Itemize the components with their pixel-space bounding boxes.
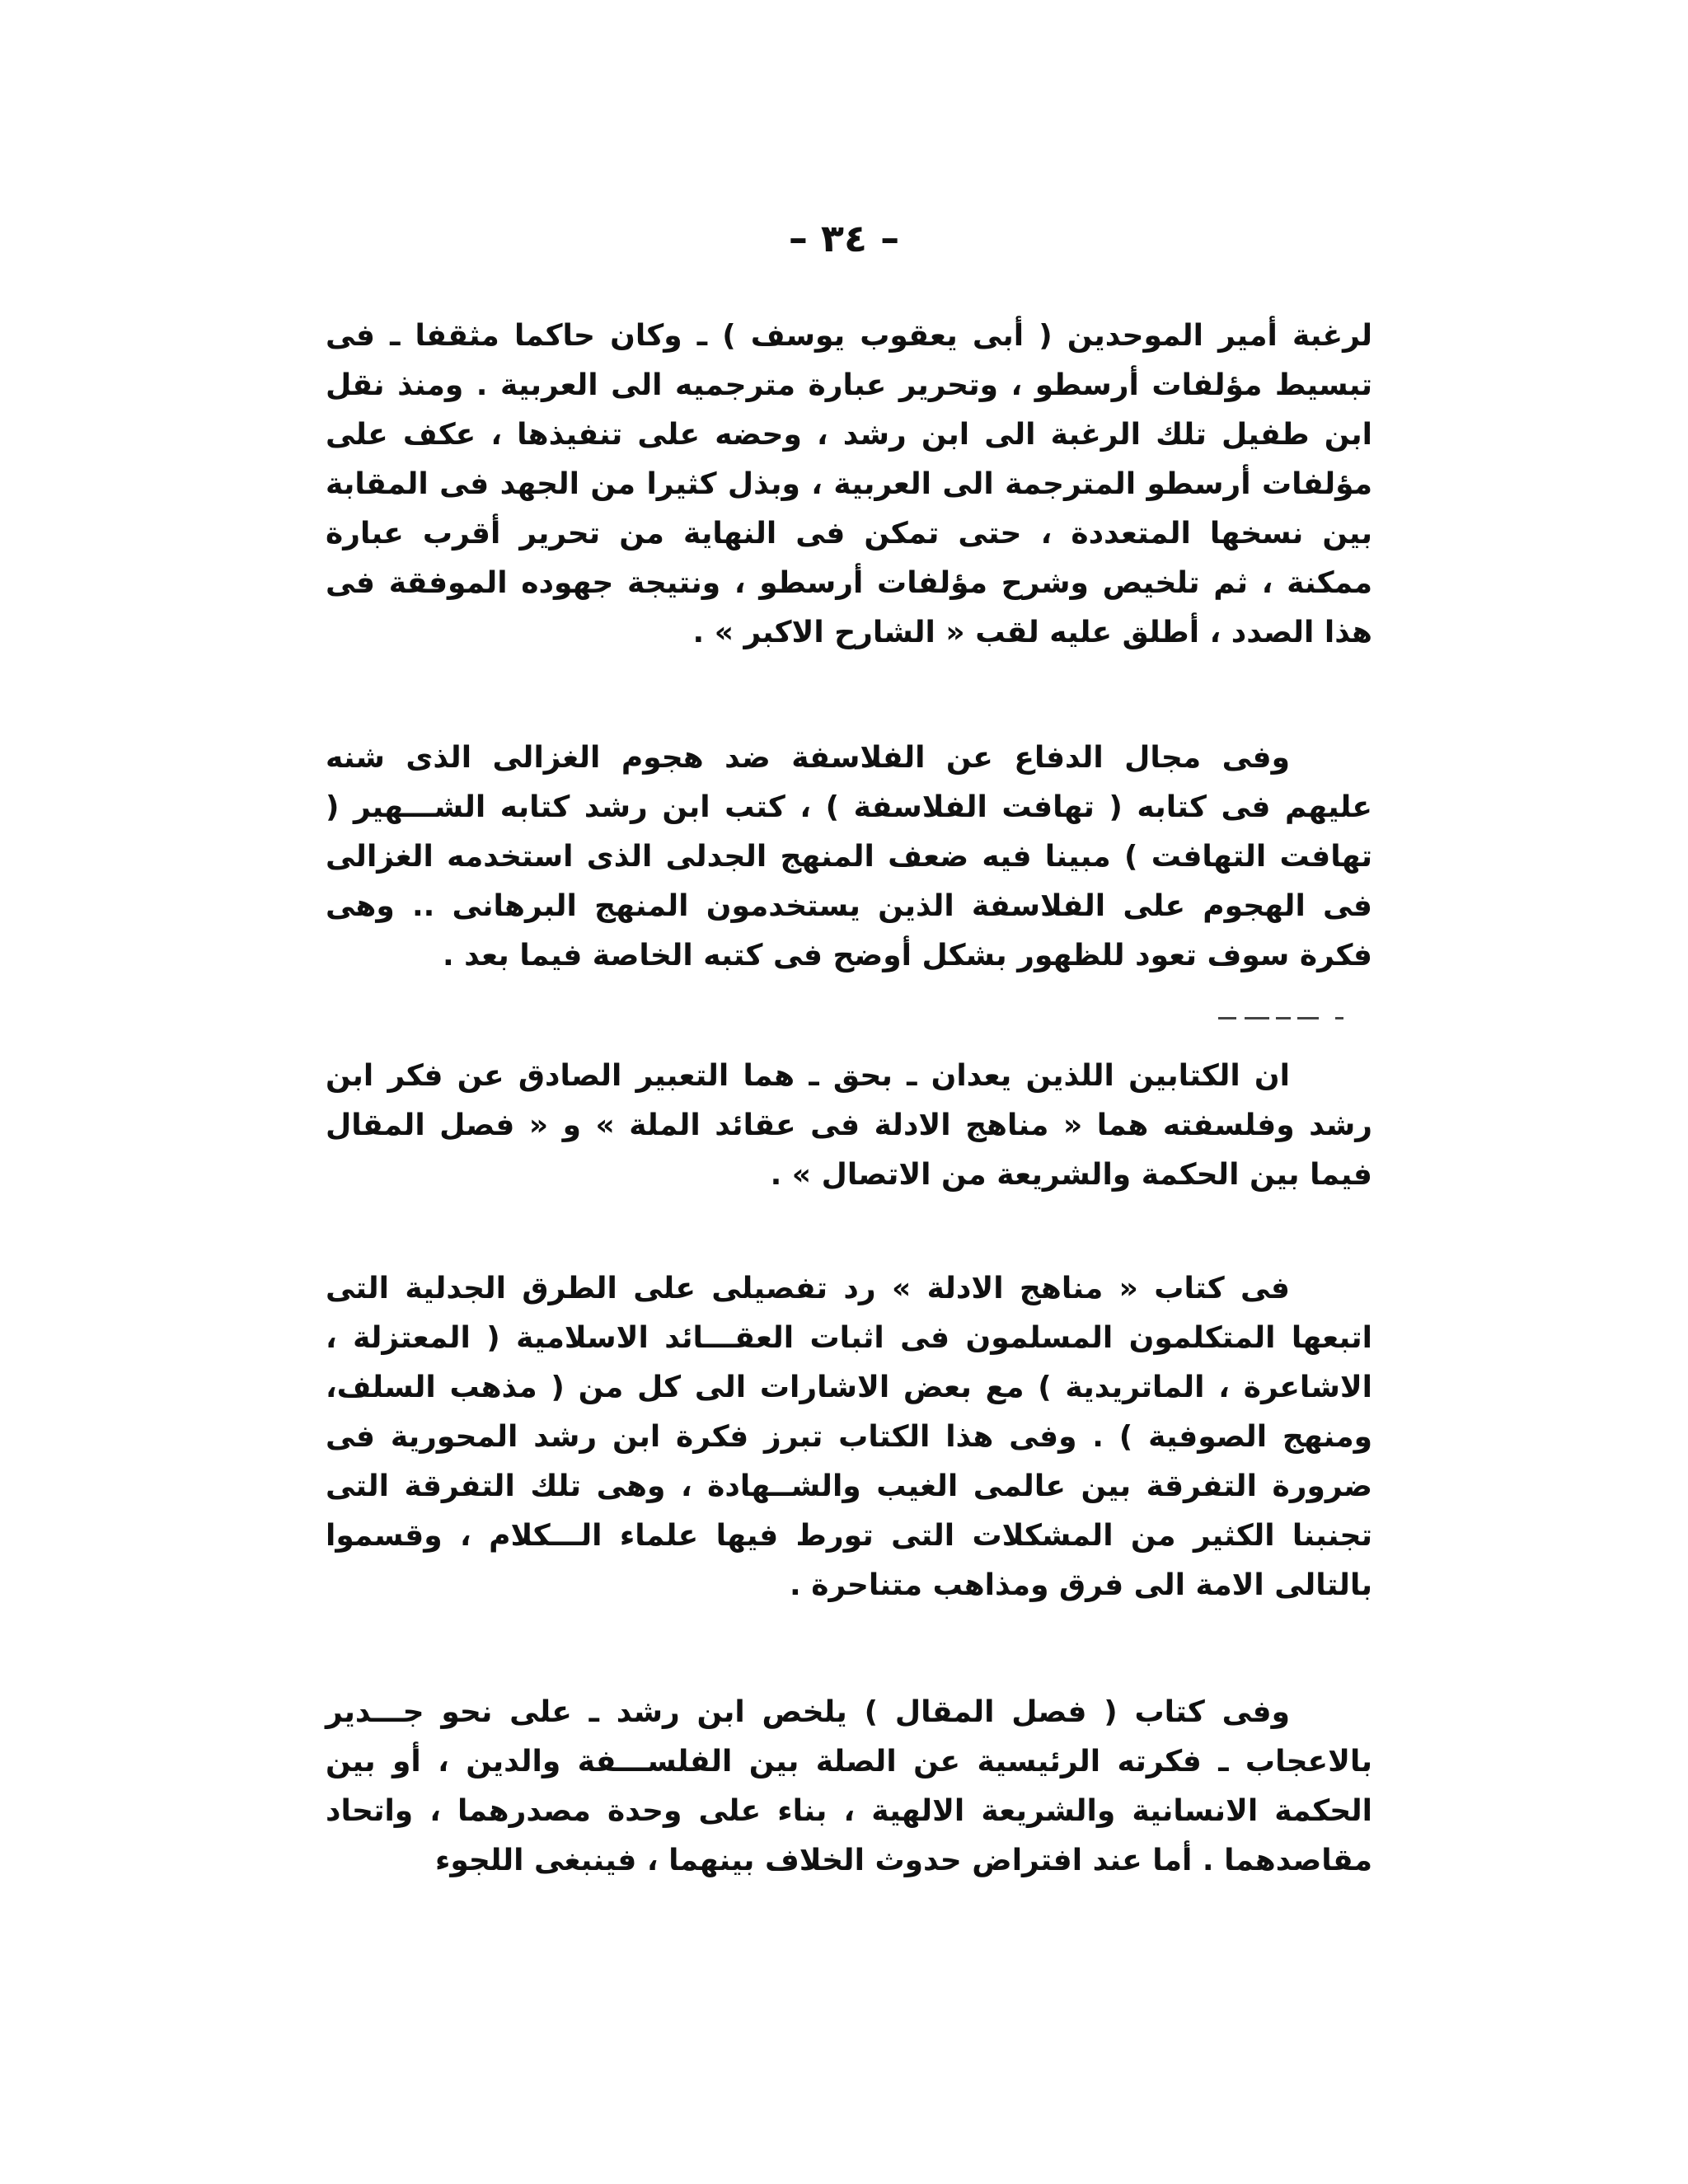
paragraph-3: [326, 1052, 1372, 1200]
page-number: – ٣٤ –: [788, 216, 900, 260]
paragraph-5-text: وفى كتاب ( فصل المقال ) يلخص ابن رشد ـ على نحو جـــدير بالاعجاب ـ فكرته الرئيسية عن الصلة بين الفلســـفة والدين ، أو بين الحكمة الانسانية والشريعة الالهية ، بناء على وحدة مصدرهما ، واتحاد مقاصدهما . أما عند افتراض حدوث الخلاف بينهما ، فينبغى اللجوء: [326, 1695, 1372, 1877]
paragraph-4: [326, 1264, 1372, 1610]
paragraph-5: [326, 1688, 1372, 1886]
paragraph-2: [326, 733, 1372, 981]
scan-artifact: [1195, 1014, 1343, 1027]
paragraph-2-text: وفى مجال الدفاع عن الفلاسفة ضد هجوم الغزالى الذى شنه عليهم فى كتابه ( تهافت الفلاسفة ) ، كتب ابن رشد كتابه الشـــهير ( تهافت التهافت ) مبينا فيه ضعف المنهج الجدلى الذى استخدمه الغزالى فى الهجوم على الفلاسفة الذين يستخدمون المنهج البرهانى .. وهى فكرة سوف تعود للظهور بشكل أوضح فى كتبه الخاصة فيما بعد .: [326, 741, 1372, 972]
paragraph-1-text: لرغبة أمير الموحدين ( أبى يعقوب يوسف ) ـ وكان حاكما مثقفا ـ فى تبسيط مؤلفات أرسطو ، وتحرير عبارة مترجميه الى العربية . ومنذ نقل ابن طفيل تلك الرغبة الى ابن رشد ، وحضه على تنفيذها ، عكف على مؤلفات أرسطو المترجمة الى العربية ، وبذل كثيرا من الجهد فى المقابة بين نسخها المتعددة ، حتى تمكن فى النهاية من تحرير أقرب عبارة ممكنة ، ثم تلخيص وشرح مؤلفات أرسطو ، ونتيجة جهوده الموفقة فى هذا الصدد ، أطلق عليه لقب « الشارح الاكبر » .: [326, 319, 1372, 649]
paragraph-1: [326, 312, 1372, 658]
paragraph-3-text: ان الكتابين اللذين يعدان ـ بحق ـ هما التعبير الصادق عن فكر ابن رشد وفلسفته هما « مناهج الادلة فى عقائد الملة » و « فصل المقال فيما بين الحكمة والشريعة من الاتصال » .: [326, 1059, 1372, 1192]
paragraph-4-text: فى كتاب « مناهج الادلة » رد تفصيلى على الطرق الجدلية التى اتبعها المتكلمون المسلمون فى اثبات العقـــائد الاسلامية ( المعتزلة ، الاشاعرة ، الماتريدية ) مع بعض الاشارات الى كل من ( مذهب السلف، ومنهج الصوفية ) . وفى هذا الكتاب تبرز فكرة ابن رشد المحورية فى ضرورة التفرقة بين عالمى الغيب والشــهادة ، وهى تلك التفرقة التى تجنبنا الكثير من المشكلات التى تورط فيها علماء الـــكلام ، وقسموا بالتالى الامة الى فرق ومذاهب متناحرة .: [326, 1272, 1372, 1602]
